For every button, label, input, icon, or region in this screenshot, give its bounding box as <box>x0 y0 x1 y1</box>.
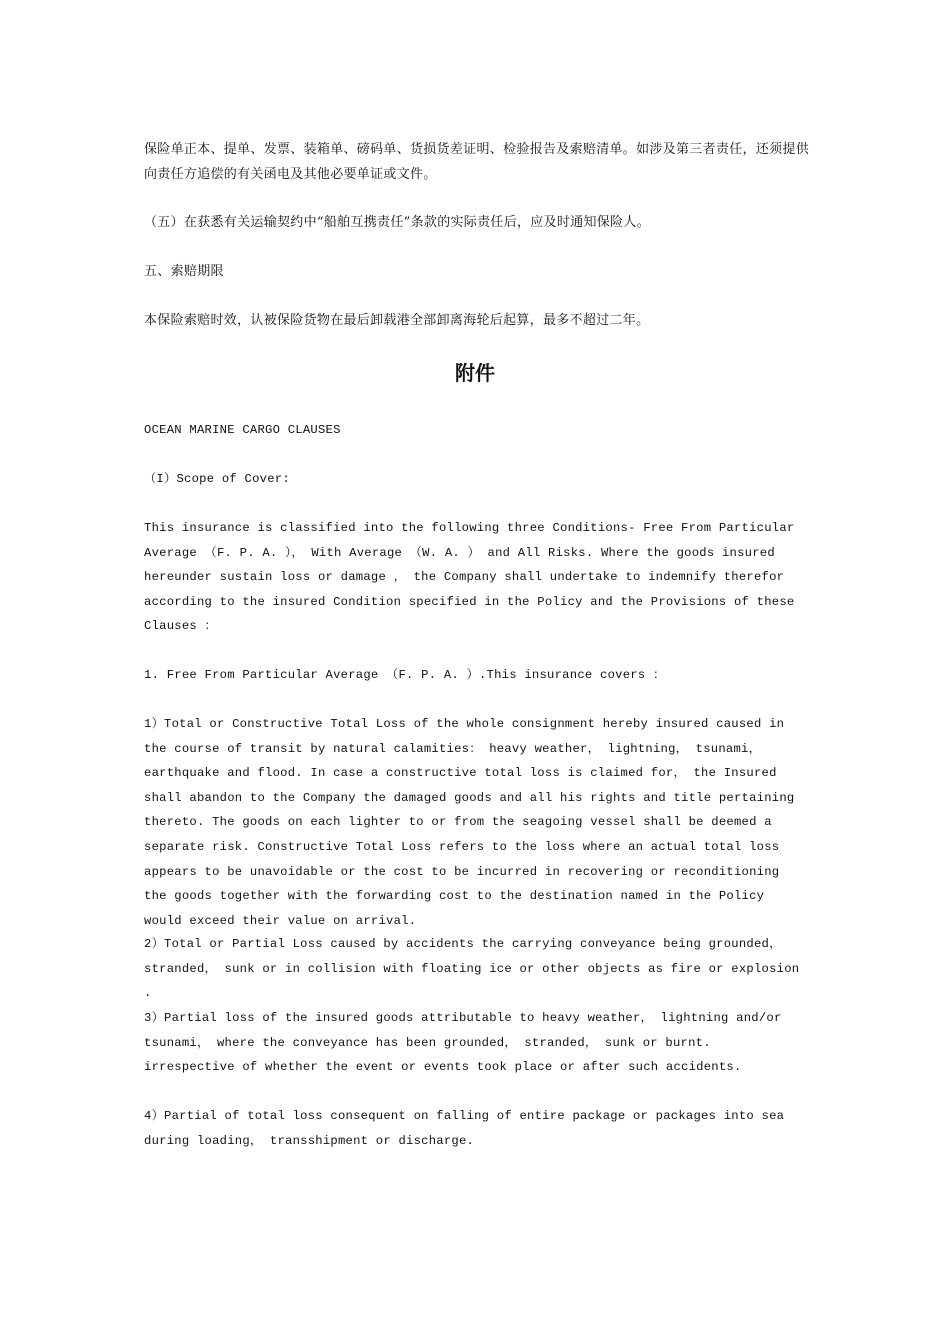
paragraph-collision-clause: （五）在获悉有关运输契约中“船舶互携责任”条款的实际责任后，应及时通知保险人。 <box>144 215 650 230</box>
scope-heading: （I）Scope of Cover: <box>144 472 290 486</box>
scope-intro-paragraph: This insurance is classified into the following three Conditions- Free From Particular Average （F. P. A. ）， With Average （W. A. ） and All Risks. Where the goods insured hereunder sustain loss or damage ， the Company shall undertake to indemnify therefor according to the insured Condition specified in the Policy and the Provisions of these Clauses ： <box>144 521 795 634</box>
appendix-title: 附件 <box>455 361 495 385</box>
clause-item-4: 4）Partial of total loss consequent on falling of entire package or packages into sea during loading， transshipment or discharge. <box>144 1109 785 1148</box>
paragraph-claim-period: 本保险索赔时效，认被保险货物在最后卸载港全部卸离海轮后起算，最多不超过二年。 <box>144 313 650 328</box>
paragraph-required-documents: 保险单正本、提单、发票、装箱单、磅码单、货损货差证明、检验报告及索赔清单。如涉及第三者责任，还须提供向责任方追偿的有关函电及其他必要单证或文件。 <box>144 142 810 182</box>
fpa-heading: 1. Free From Particular Average （F. P. A. ）.This insurance covers ： <box>144 668 666 682</box>
clauses-title: OCEAN MARINE CARGO CLAUSES <box>144 423 341 437</box>
clause-item-1: 1）Total or Constructive Total Loss of the whole consignment hereby insured caused in the course of transit by natural calamities： heavy weather， lightning， tsunami， earthquake and flood. In case a constructive total loss is claimed for， the Insured shall abandon to the Company the damaged goods and all his rights and title pertaining thereto. The goods on each lighter to or from the seagoing vessel shall be deemed a separate risk. Constructive Total Loss refers to the loss where an actual total loss appears to be unavoidable or the cost to be incurred in recovering or reconditioning the goods together with the forwarding cost to the destination named in the Policy would exceed their value on arrival. <box>144 717 795 928</box>
clause-item-2: 2）Total or Partial Loss caused by accidents the carrying conveyance being grounded， stranded， sunk or in collision with floating ice or other objects as fire or explosion . <box>144 937 800 1001</box>
clause-item-3: 3）Partial loss of the insured goods attributable to heavy weather， lightning and/or tsunami， where the conveyance has been grounded， stranded， sunk or burnt. irrespective of whether the event or events took place or after such accidents. <box>144 1011 782 1075</box>
heading-claim-period: 五、索赔期限 <box>144 264 224 279</box>
